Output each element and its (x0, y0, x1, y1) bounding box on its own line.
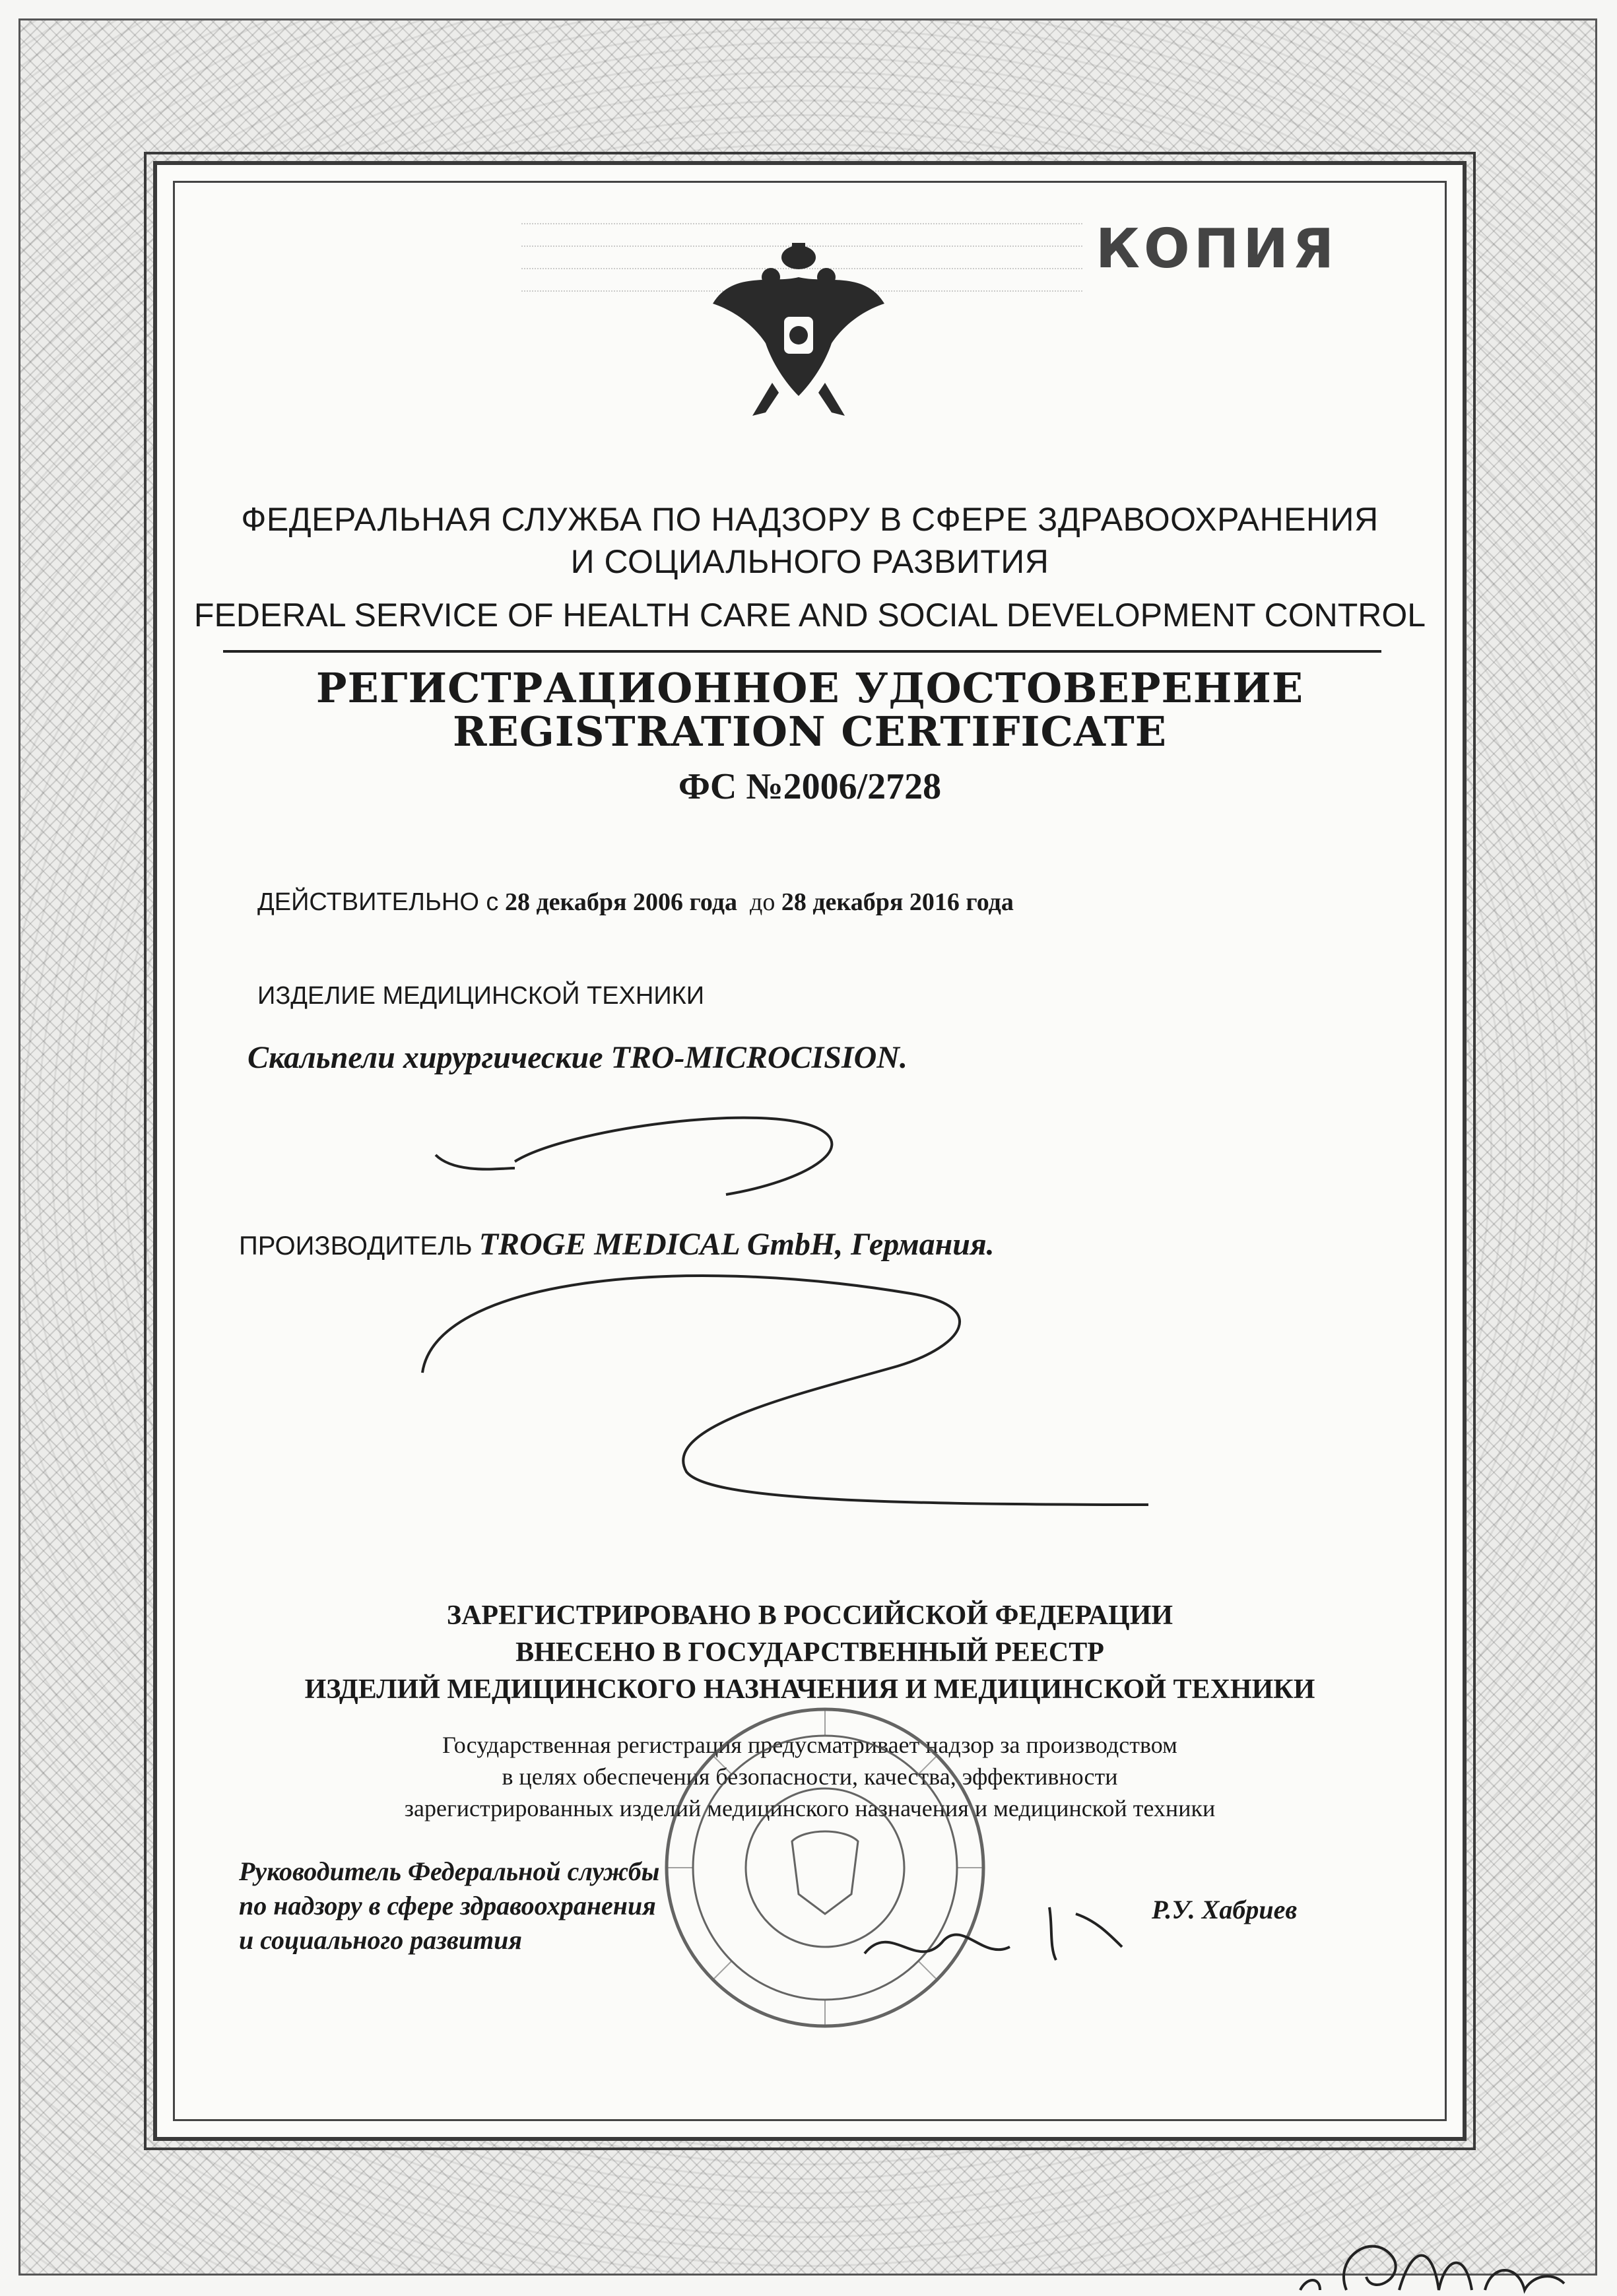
registration-line1: ЗАРЕГИСТРИРОВАНО В РОССИЙСКОЙ ФЕДЕРАЦИИ (446, 1600, 1173, 1631)
title-ru: РЕГИСТРАЦИОННОЕ УДОСТОВЕРЕНИЕ (315, 664, 1304, 712)
note-line2: в целях обеспечения безопасности, качества, эффективности (502, 1763, 1118, 1790)
signatory-name: Р.У. Хабриев (1152, 1895, 1298, 1924)
title-en: REGISTRATION CERTIFICATE (453, 707, 1167, 756)
note-line3: зарегистрированных изделий медицинского назначения и медицинской техники (404, 1795, 1216, 1821)
product-label: ИЗДЕЛИЕ МЕДИЦИНСКОЙ ТЕХНИКИ (257, 982, 705, 1010)
agency-ru-line2: И СОЦИАЛЬНОГО РАЗВИТИЯ (570, 543, 1049, 580)
registration-line3: ИЗДЕЛИЙ МЕДИЦИНСКОГО НАЗНАЧЕНИЯ И МЕДИЦИНСКОЙ ТЕХНИКИ (304, 1674, 1315, 1705)
validity-label: ДЕЙСТВИТЕЛЬНО с (257, 888, 499, 916)
agency-ru-line1: ФЕДЕРАЛЬНАЯ СЛУЖБА ПО НАДЗОРУ В СФЕРЕ ЗДРАВООХРАНЕНИЯ (241, 501, 1379, 538)
certificate-title (173, 664, 1447, 756)
validity-to: 28 декабря 2016 года (781, 888, 1014, 916)
agency-name-en: FEDERAL SERVICE OF HEALTH CARE AND SOCIAL DEVELOPMENT CONTROL (193, 597, 1426, 634)
corner-signature (1294, 2217, 1571, 2296)
manufacturer-name: TROGE MEDICAL GmbH, Германия. (478, 1227, 995, 1262)
signatory-title-line2: по надзору в сфере здравоохранения (239, 1891, 656, 1920)
validity-to-label: до (749, 888, 776, 916)
registration-heading (173, 1597, 1447, 1708)
signatory-title (239, 1854, 659, 1957)
agency-name-ru (173, 498, 1447, 583)
registration-line2: ВНЕСЕНО В ГОСУДАРСТВЕННЫЙ РЕЕСТР (515, 1637, 1104, 1668)
manufacturer-label: ПРОИЗВОДИТЕЛЬ (239, 1231, 473, 1261)
copy-stamp: КОПИЯ (1096, 218, 1338, 280)
product-name: Скальпели хирургические TRO-MICROCISION. (248, 1040, 908, 1075)
validity-from: 28 декабря 2006 года (504, 888, 737, 916)
handwritten-signature (851, 1874, 1129, 1993)
blank-fill-squiggles (396, 1082, 1188, 1544)
coat-of-arms-icon (693, 231, 904, 429)
validity-line (257, 888, 1014, 917)
signatory-title-line3: и социального развития (239, 1925, 522, 1955)
note-line1: Государственная регистрация предусматривает надзор за производством (442, 1732, 1177, 1758)
divider (223, 650, 1381, 653)
certificate-number: ФС №2006/2728 (678, 766, 942, 807)
signatory-title-line1: Руководитель Федеральной службы (239, 1856, 660, 1886)
